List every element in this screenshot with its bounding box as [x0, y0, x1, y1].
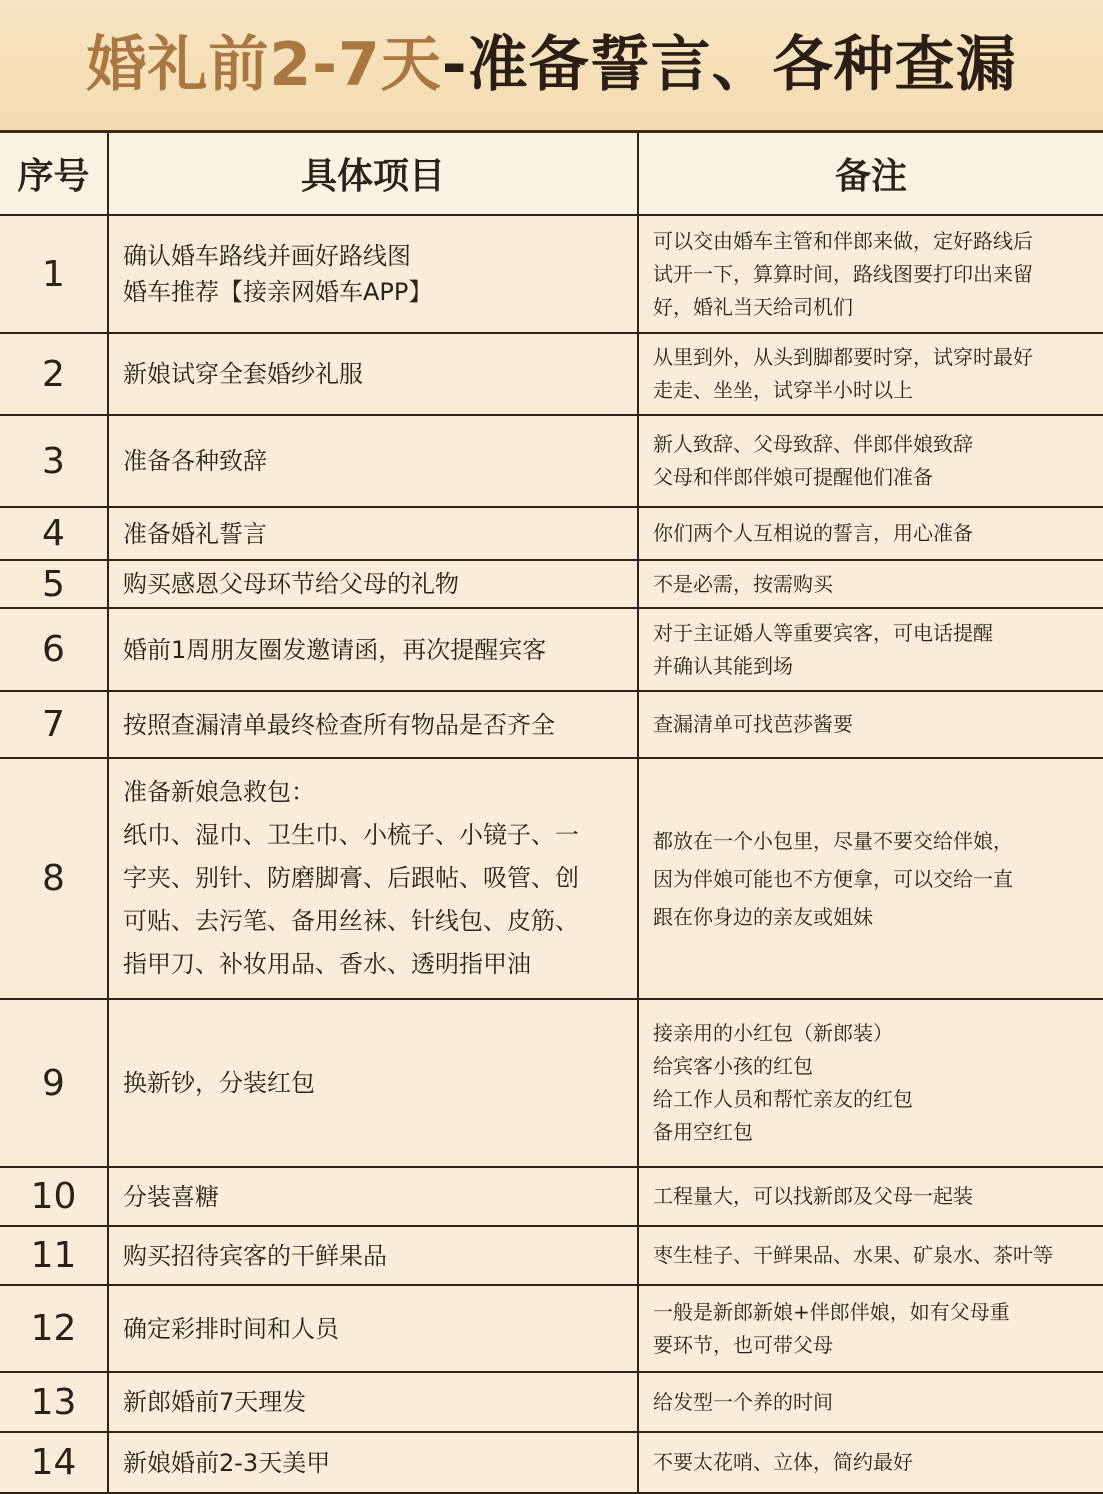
- item-line: 新娘试穿全套婚纱礼服: [123, 360, 363, 388]
- table-row: [0, 1285, 1103, 1372]
- row-number: 3: [0, 415, 108, 507]
- note-line: 给工作人员和帮忙亲友的红包: [653, 1087, 913, 1111]
- row-number: 5: [0, 560, 108, 608]
- row-item: [108, 1226, 638, 1285]
- item-line: 新娘婚前2-3天美甲: [123, 1448, 331, 1477]
- table-row: [0, 1167, 1103, 1226]
- row-item: [108, 560, 638, 608]
- row-number: 10: [0, 1167, 108, 1226]
- row-item: [108, 999, 638, 1167]
- table-row: [0, 507, 1103, 560]
- page-title: [86, 30, 1017, 100]
- note-line: 走走、坐坐，试穿半小时以上: [653, 378, 913, 402]
- table-row: [0, 999, 1103, 1167]
- note-line: 试开一下，算算时间，路线图要打印出来留: [653, 261, 1033, 286]
- note-line: 接亲用的小红包（新郎装）: [653, 1021, 893, 1045]
- note-line: 不是必需，按需购买: [653, 571, 833, 596]
- row-item: [108, 758, 638, 999]
- row-item: [108, 507, 638, 560]
- note-line: 查漏清单可找芭莎酱要: [653, 712, 853, 736]
- note-line: 给宾客小孩的红包: [653, 1054, 813, 1078]
- item-line: 分装喜糖: [123, 1182, 219, 1211]
- note-line: 父母和伴郎伴娘可提醒他们准备: [653, 465, 933, 489]
- row-number: 2: [0, 333, 108, 415]
- note-line: 工程量大，可以找新郎及父母一起装: [653, 1184, 973, 1208]
- note-line: 对于主证婚人等重要宾客，可电话提醒: [653, 620, 993, 645]
- note-line: 枣生桂子、干鲜果品、水果、矿泉水、茶叶等: [653, 1243, 1053, 1267]
- row-item: [108, 608, 638, 691]
- table-row: [0, 415, 1103, 507]
- title-banner: [0, 0, 1103, 133]
- item-line: 可贴、去污笔、备用丝袜、针线包、皮筋、: [123, 907, 579, 935]
- row-note: [638, 215, 1103, 333]
- row-number: 4: [0, 507, 108, 560]
- row-item: [108, 333, 638, 415]
- row-note: [638, 1226, 1103, 1285]
- item-line: 按照查漏清单最终检查所有物品是否齐全: [123, 710, 555, 739]
- table-row: [0, 608, 1103, 691]
- checklist-table: [0, 133, 1103, 1494]
- note-line: 可以交由婚车主管和伴郎来做，定好路线后: [653, 228, 1033, 253]
- note-line: 新人致辞、父母致辞、伴郎伴娘致辞: [653, 432, 973, 456]
- row-item: [108, 1285, 638, 1372]
- row-note: [638, 691, 1103, 758]
- row-number: 8: [0, 758, 108, 999]
- item-line: 确定彩排时间和人员: [123, 1314, 339, 1343]
- note-line: 跟在你身边的亲友或姐妹: [653, 904, 873, 929]
- item-line: 指甲刀、补妆用品、香水、透明指甲油: [123, 950, 531, 978]
- row-item: [108, 415, 638, 507]
- row-note: [638, 608, 1103, 691]
- title-main: -准备誓言、各种查漏: [441, 30, 1017, 100]
- row-note: [638, 999, 1103, 1167]
- row-note: [638, 758, 1103, 999]
- note-line: 并确认其能到场: [653, 653, 793, 678]
- row-number: 12: [0, 1285, 108, 1372]
- item-line: 字夹、别针、防磨脚膏、后跟帖、吸管、创: [123, 864, 579, 892]
- table-row: [0, 215, 1103, 333]
- row-item: [108, 1167, 638, 1226]
- table-row: [0, 691, 1103, 758]
- header-item: 具体项目: [108, 133, 638, 215]
- note-line: 都放在一个小包里，尽量不要交给伴娘，: [653, 828, 1013, 853]
- note-line: 从里到外，从头到脚都要时穿，试穿时最好: [653, 345, 1033, 369]
- note-line: 好，婚礼当天给司机们: [653, 294, 853, 319]
- item-line: 购买感恩父母环节给父母的礼物: [123, 570, 459, 598]
- table-row: [0, 1432, 1103, 1493]
- row-item: [108, 215, 638, 333]
- row-number: 13: [0, 1372, 108, 1432]
- note-line: 备用空红包: [653, 1120, 753, 1144]
- row-item: [108, 691, 638, 758]
- row-note: [638, 1432, 1103, 1493]
- table-row: [0, 333, 1103, 415]
- row-note: [638, 333, 1103, 415]
- item-line: 婚前1周朋友圈发邀请函，再次提醒宾客: [123, 635, 547, 664]
- item-line: 换新钞，分装红包: [123, 1069, 315, 1097]
- note-line: 要环节，也可带父母: [653, 1332, 833, 1357]
- row-number: 14: [0, 1432, 108, 1493]
- row-number: 11: [0, 1226, 108, 1285]
- item-line: 新郎婚前7天理发: [123, 1388, 307, 1416]
- row-number: 6: [0, 608, 108, 691]
- row-note: [638, 560, 1103, 608]
- item-line: 准备新娘急救包：: [123, 778, 315, 806]
- row-note: [638, 507, 1103, 560]
- row-number: 9: [0, 999, 108, 1167]
- row-number: 1: [0, 215, 108, 333]
- item-line: 纸巾、湿巾、卫生巾、小梳子、小镜子、一: [123, 821, 579, 849]
- note-line: 给发型一个养的时间: [653, 1389, 833, 1414]
- row-note: [638, 1167, 1103, 1226]
- row-number: 7: [0, 691, 108, 758]
- table-header-row: [0, 133, 1103, 215]
- note-line: 因为伴娘可能也不方便拿，可以交给一直: [653, 866, 1013, 891]
- title-highlight: 婚礼前2-7天: [86, 30, 442, 100]
- item-line: 确认婚车路线并画好路线图: [123, 242, 411, 270]
- item-line: 婚车推荐【接亲网婚车APP】: [123, 278, 433, 306]
- table-row: [0, 560, 1103, 608]
- table-row: [0, 1372, 1103, 1432]
- header-no: 序号: [0, 133, 108, 215]
- item-line: 购买招待宾客的干鲜果品: [123, 1241, 387, 1270]
- note-line: 一般是新郎新娘+伴郎伴娘，如有父母重: [653, 1299, 1010, 1324]
- row-note: [638, 1372, 1103, 1432]
- note-line: 你们两个人互相说的誓言，用心准备: [653, 521, 973, 545]
- table-row: [0, 758, 1103, 999]
- row-note: [638, 1285, 1103, 1372]
- table-row: [0, 1226, 1103, 1285]
- note-line: 不要太花哨、立体，简约最好: [653, 1450, 913, 1474]
- header-note: 备注: [638, 133, 1103, 215]
- row-item: [108, 1372, 638, 1432]
- row-item: [108, 1432, 638, 1493]
- row-note: [638, 415, 1103, 507]
- item-line: 准备婚礼誓言: [123, 519, 267, 548]
- item-line: 准备各种致辞: [123, 447, 267, 475]
